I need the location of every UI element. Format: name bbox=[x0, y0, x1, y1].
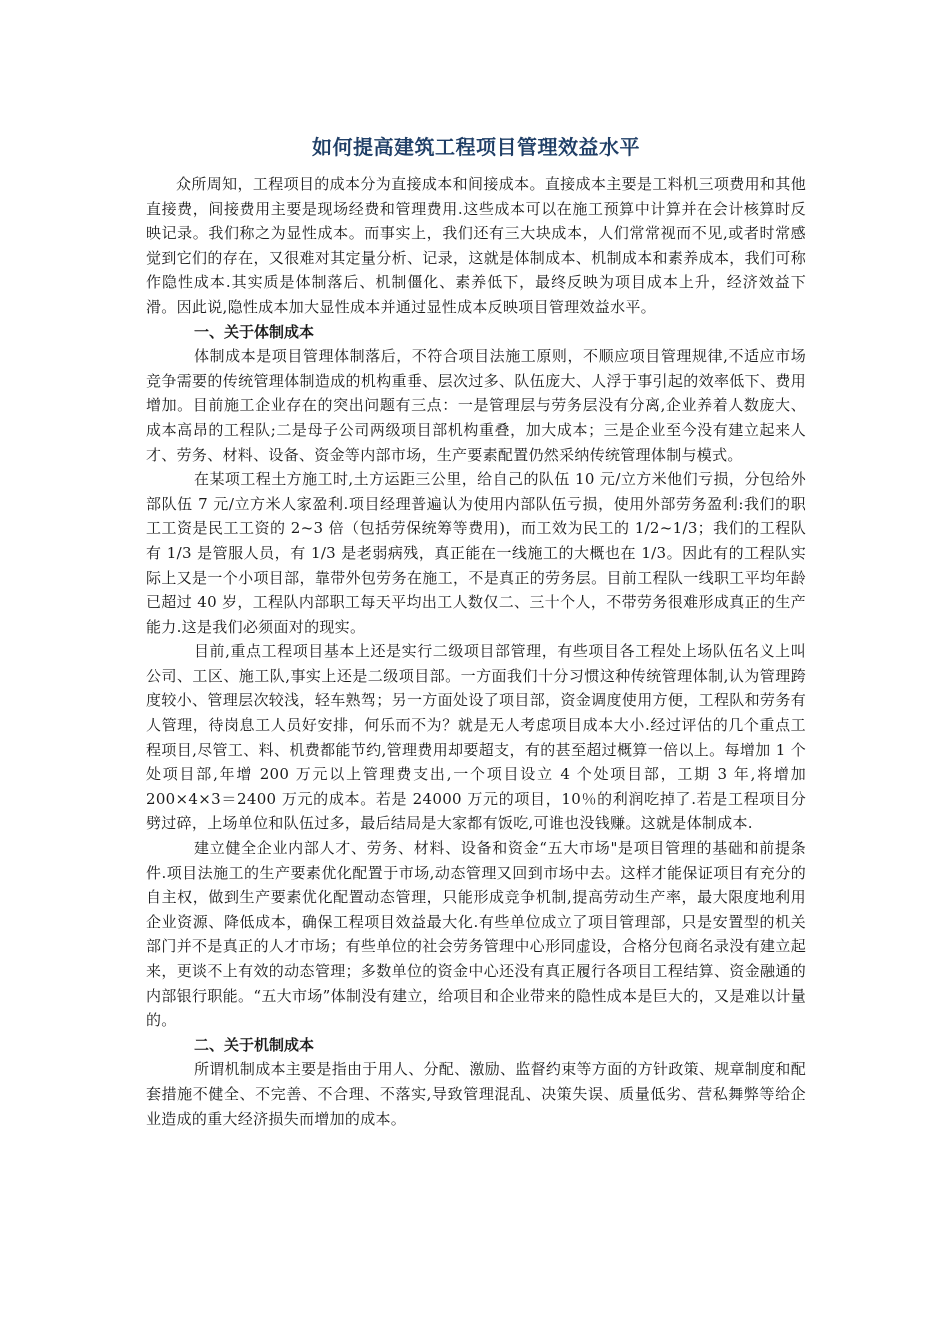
body-paragraph: 建立健全企业内部人才、劳务、材料、设备和资金“五大市场"是项目管理的基础和前提条件.项目法施工的生产要素优化配置于市场,动态管理又回到市场中去。这样才能保证项目有充分的自主权，做到生产要素优化配置动态管理，只能形成竞争机制,提高劳动生产率，最大限度地利用企业资源、降低成本，确保工程项目效益最大化.有些单位成立了项目管理部，只是安置型的机关部门并不是真正的人才市场；有些单位的社会劳务管理中心形同虚设，合格分包商名录没有建立起来，更谈不上有效的动态管理；多数单位的资金中心还没有真正履行各项目工程结算、资金融通的内部银行职能。“五大市场”体制没有建立，给项目和企业带来的隐性成本是巨大的，又是难以计量的。 bbox=[146, 839, 806, 1030]
section-heading-system-cost: 一、关于体制成本 bbox=[194, 322, 315, 341]
intro-paragraph: 众所周知，工程项目的成本分为直接成本和间接成本。直接成本主要是工料机三项费用和其他直接费，间接费用主要是现场经费和管理费用.这些成本可以在施工预算中计算并在会计核算时反映记录。我们称之为显性成本。而事实上，我们还有三大块成本，人们常常视而不见,或者时常感觉到它们的存在，又很难对其定量分析、记录，这就是体制成本、机制成本和素养成本，我们可称作隐性成本.其实质是体制落后、机制僵化、素养低下，最终反映为项目成本上升，经济效益下滑。因此说,隐性成本加大显性成本并通过显性成本反映项目管理效益水平。 bbox=[146, 175, 806, 316]
body-paragraph: 所谓机制成本主要是指由于用人、分配、激励、监督约束等方面的方针政策、规章制度和配套措施不健全、不完善、不合理、不落实,导致管理混乱、决策失误、质量低劣、营私舞弊等给企业造成的重大经济损失而增加的成本。 bbox=[146, 1060, 807, 1128]
section-heading-mechanism-cost: 二、关于机制成本 bbox=[194, 1035, 315, 1054]
body-paragraph: 在某项工程土方施工时,土方运距三公里，给自己的队伍 10 元/立方米他们亏损，分包给外部队伍 7 元/立方米人家盈利.项目经理普遍认为使用内部队伍亏损，使用外部劳务盈利:我们的职工工资是民工工资的 2~3 倍（包括劳保统筹等费用)，而工效为民工的 1/2~1/3；我们的工程队有 1/3 是管服人员，有 1/3 是老弱病残，真正能在一线施工的大概也在 1/3。因此有的工程队实际上又是一个小项目部，靠带外包劳务在施工，不是真正的劳务层。目前工程队一线职工平均年龄已超过 40 岁，工程队内部职工每天平均出工人数仅二、三十个人，不带劳务很难形成真正的生产能力.这是我们必须面对的现实。 bbox=[146, 470, 806, 636]
document-title: 如何提高建筑工程项目管理效益水平 bbox=[312, 135, 640, 159]
body-paragraph: 体制成本是项目管理体制落后，不符合项目法施工原则，不顺应项目管理规律,不适应市场竞争需要的传统管理体制造成的机构重垂、层次过多、队伍庞大、人浮于事引起的效率低下、费用增加。目前施工企业存在的突出问题有三点：一是管理层与劳务层没有分离,企业养着人数庞大、成本高昂的工程队;二是母子公司两级项目部机构重叠，加大成本；三是企业至今没有建立起来人才、劳务、材料、设备、资金等内部市场，生产要素配置仍然采纳传统管理体制与模式。 bbox=[146, 347, 806, 464]
document-page bbox=[146, 134, 806, 1131]
body-paragraph: 目前,重点工程项目基本上还是实行二级项目部管理，有些项目各工程处上场队伍名义上叫公司、工区、施工队,事实上还是二级项目部。一方面我们十分习惯这种传统管理体制,认为管理跨度较小、管理层次较浅，轻车熟驾；另一方面处设了项目部，资金调度使用方便，工程队和劳务有人管理，待岗息工人员好安排，何乐而不为？就是无人考虑项目成本大小.经过评估的几个重点工程项目,尽管工、料、机费都能节约,管理费用却要超支，有的甚至超过概算一倍以上。每增加 1 个处项目部,年增 200 万元以上管理费支出,一个项目设立 4 个处项目部，工期 3 年,将增加 200×4×3＝2400 万元的成本。若是 24000 万元的项目，10％的利润吃掉了.若是工程项目分劈过碎，上场单位和队伍过多，最后结局是大家都有饭吃,可谁也没钱赚。这就是体制成本. bbox=[146, 642, 806, 833]
